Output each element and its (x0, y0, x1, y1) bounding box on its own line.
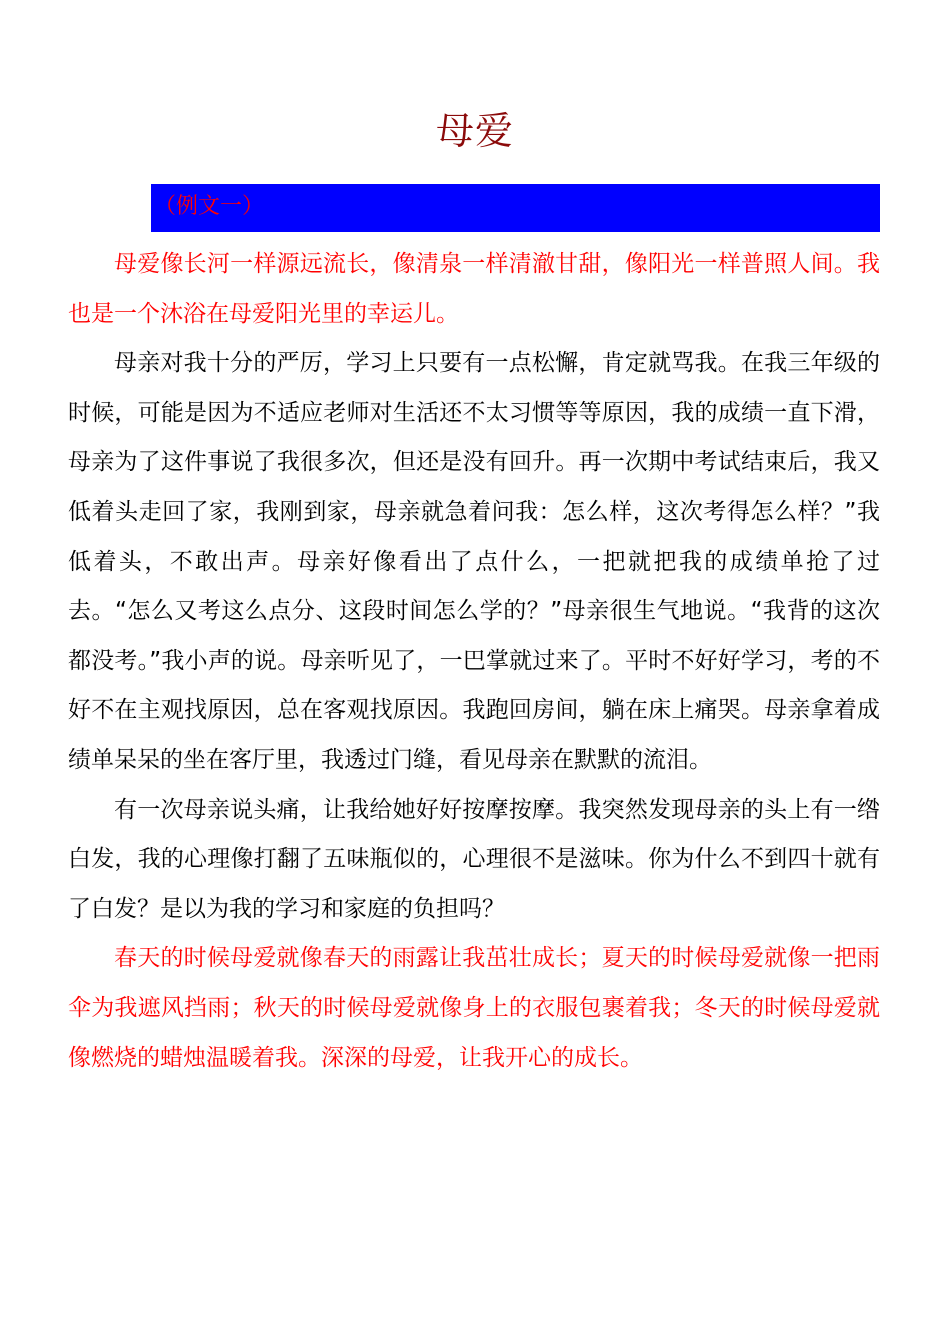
article-body (68, 240, 880, 1083)
paragraph-strict-mother: 母亲对我十分的严厉，学习上只要有一点松懈，肯定就骂我。在我三年级的时候，可能是因为不适应老师对生活还不太习惯等等原因，我的成绩一直下滑，母亲为了这件事说了我很多次，但还是没有回升。再一次期中考试结束后，我又低着头走回了家，我刚到家，母亲就急着问我：怎么样，这次考得怎么样？”我低着头，不敢出声。母亲好像看出了点什么，一把就把我的成绩单抢了过去。“怎么又考这么点分、这段时间怎么学的？”母亲很生气地说。“我背的这次都没考。”我小声的说。母亲听见了，一巴掌就过来了。平时不好好学习，考的不好不在主观找原因，总在客观找原因。我跑回房间，躺在床上痛哭。母亲拿着成绩单呆呆的坐在客厅里，我透过门缝，看见母亲在默默的流泪。 (68, 350, 880, 773)
banner-label: （例文一） (154, 194, 265, 219)
paragraph-conclusion: 春天的时候母爱就像春天的雨露让我茁壮成长；夏天的时候母爱就像一把雨伞为我遮风挡雨；秋天的时候母爱就像身上的衣服包裹着我；冬天的时候母爱就像燃烧的蜡烛温暖着我。深深的母爱，让我开心的成长。 (68, 945, 880, 1071)
section-banner (151, 184, 880, 232)
page-title: 母爱 (435, 109, 514, 153)
paragraph-white-hair: 有一次母亲说头痛，让我给她好好按摩按摩。我突然发现母亲的头上有一绺白发，我的心理像打翻了五味瓶似的，心理很不是滋味。你为什么不到四十就有了白发？是以为我的学习和家庭的负担吗？ (68, 796, 880, 922)
paragraph-intro: 母爱像长河一样源远流长，像清泉一样清澈甘甜，像阳光一样普照人间。我也是一个沐浴在母爱阳光里的幸运儿。 (68, 251, 880, 327)
